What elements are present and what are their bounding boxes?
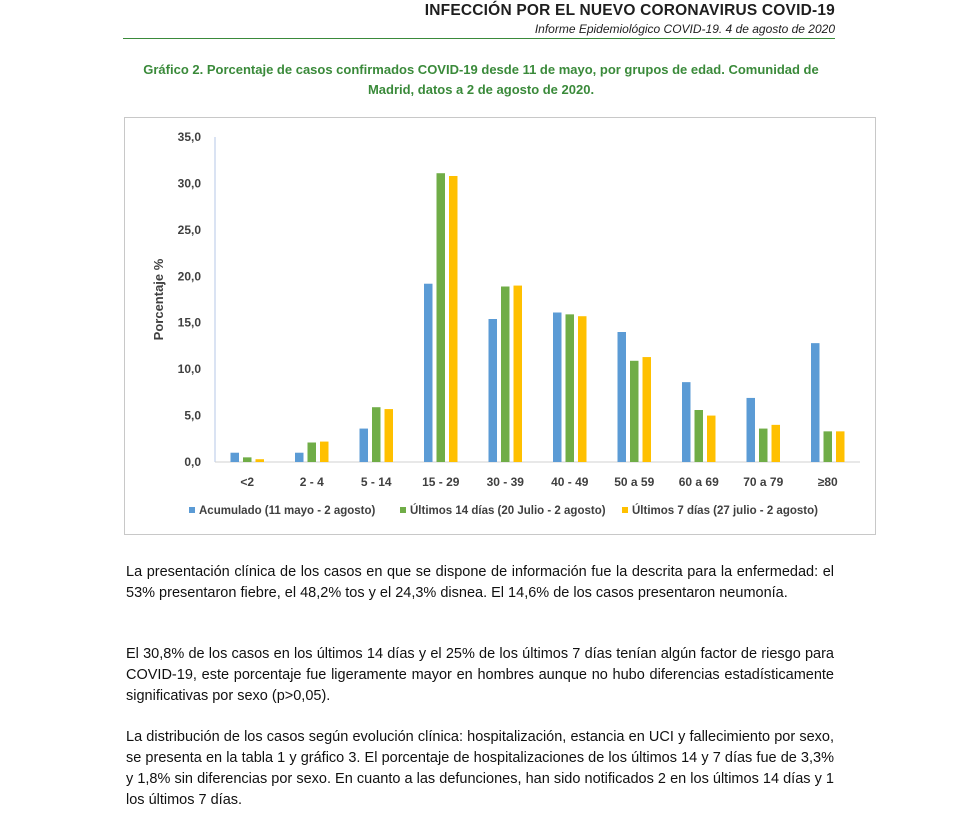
y-tick-label: 30,0	[177, 176, 201, 191]
legend-label: Acumulado (11 mayo - 2 agosto)	[199, 505, 376, 517]
legend-label: Últimos 14 días (20 Julio - 2 agosto)	[410, 505, 606, 517]
bar	[489, 319, 498, 462]
bar-chart	[125, 118, 875, 534]
bar	[759, 429, 768, 462]
bar	[630, 361, 639, 462]
x-tick-label: 60 a 69	[678, 475, 719, 489]
bar	[824, 431, 833, 462]
bar	[256, 459, 265, 462]
bar	[747, 398, 756, 462]
paragraph-clinical-presentation: La presentación clínica de los casos en que se dispone de información fue la descrita para la enfermedad: el 53% presentaron fiebre, el 48,2% tos y el 24,3% disnea. El 14,6% de los casos presentaron neumonía.	[126, 564, 834, 601]
y-tick-label: 20,0	[177, 269, 201, 284]
x-tick-label: <2	[240, 475, 255, 489]
bar	[437, 173, 446, 462]
bar	[424, 284, 433, 462]
bar	[372, 407, 381, 462]
header-divider	[123, 38, 835, 39]
legend-swatch	[189, 507, 195, 513]
legend-swatch	[622, 507, 628, 513]
bar	[295, 453, 304, 462]
y-tick-label: 0,0	[184, 455, 201, 469]
y-tick-label: 15,0	[177, 315, 201, 330]
bar	[643, 357, 652, 462]
bar	[836, 431, 845, 462]
bar	[308, 443, 317, 463]
bar	[320, 442, 329, 462]
report-header-subtitle: Informe Epidemiológico COVID-19. 4 de agosto de 2020	[534, 22, 835, 36]
y-tick-label: 25,0	[177, 222, 201, 237]
bar	[772, 425, 781, 462]
x-tick-label: 50 a 59	[614, 475, 655, 489]
x-tick-label: ≥80	[817, 475, 838, 489]
y-tick-label: 10,0	[177, 362, 201, 377]
bar	[385, 409, 394, 462]
x-tick-label: 70 a 79	[743, 475, 784, 489]
y-tick-label: 5,0	[184, 408, 201, 423]
legend-swatch	[400, 507, 406, 513]
x-tick-label: 15 - 29	[422, 475, 460, 489]
x-tick-label: 30 - 39	[486, 475, 524, 489]
x-tick-label: 40 - 49	[551, 475, 589, 489]
paragraph-clinical-evolution: La distribución de los casos según evolución clínica: hospitalización, estancia en UCI y fallecimiento por sexo, se presenta en la tabla 1 y gráfico 3. El porcentaje de hospitalizaciones de los últimos 14 y 7 días fue de 3,3% y 1,8% sin diferencias por sexo. En cuanto a las defunciones, han sido notificados 2 en los últimos 14 días y 1 los últimos 7 días.	[126, 729, 834, 808]
chart-title: Gráfico 2. Porcentaje de casos confirmados COVID-19 desde 11 de mayo, por grupos de edad. Comunidad de Madrid, datos a 2 de agosto de 2020.	[143, 62, 819, 97]
paragraph-risk-factors: El 30,8% de los casos en los últimos 14 días y el 25% de los últimos 7 días tenían algún factor de riesgo para COVID-19, este porcentaje fue ligeramente mayor en hombres aunque no hubo diferencias estadísticamente significativas por sexo (p>0,05).	[126, 646, 834, 704]
bar	[566, 314, 575, 462]
chart-frame	[124, 117, 876, 535]
y-tick-label: 35,0	[177, 130, 201, 144]
bar	[695, 410, 704, 462]
bar	[231, 453, 240, 462]
bar	[243, 457, 252, 462]
bar	[449, 176, 458, 462]
bar	[501, 287, 510, 463]
report-header-title: INFECCIÓN POR EL NUEVO CORONAVIRUS COVID-19	[424, 2, 835, 19]
bar	[811, 343, 820, 462]
bar	[618, 332, 627, 462]
bar	[682, 382, 691, 462]
bar	[707, 416, 716, 462]
x-tick-label: 2 - 4	[299, 475, 324, 489]
bar	[578, 316, 587, 462]
y-axis-title: Porcentaje %	[151, 258, 166, 341]
legend-label: Últimos 7 días (27 julio - 2 agosto)	[632, 505, 818, 517]
bar	[514, 286, 523, 462]
x-tick-label: 5 - 14	[360, 475, 392, 489]
bar	[360, 429, 369, 462]
bar	[553, 313, 562, 463]
